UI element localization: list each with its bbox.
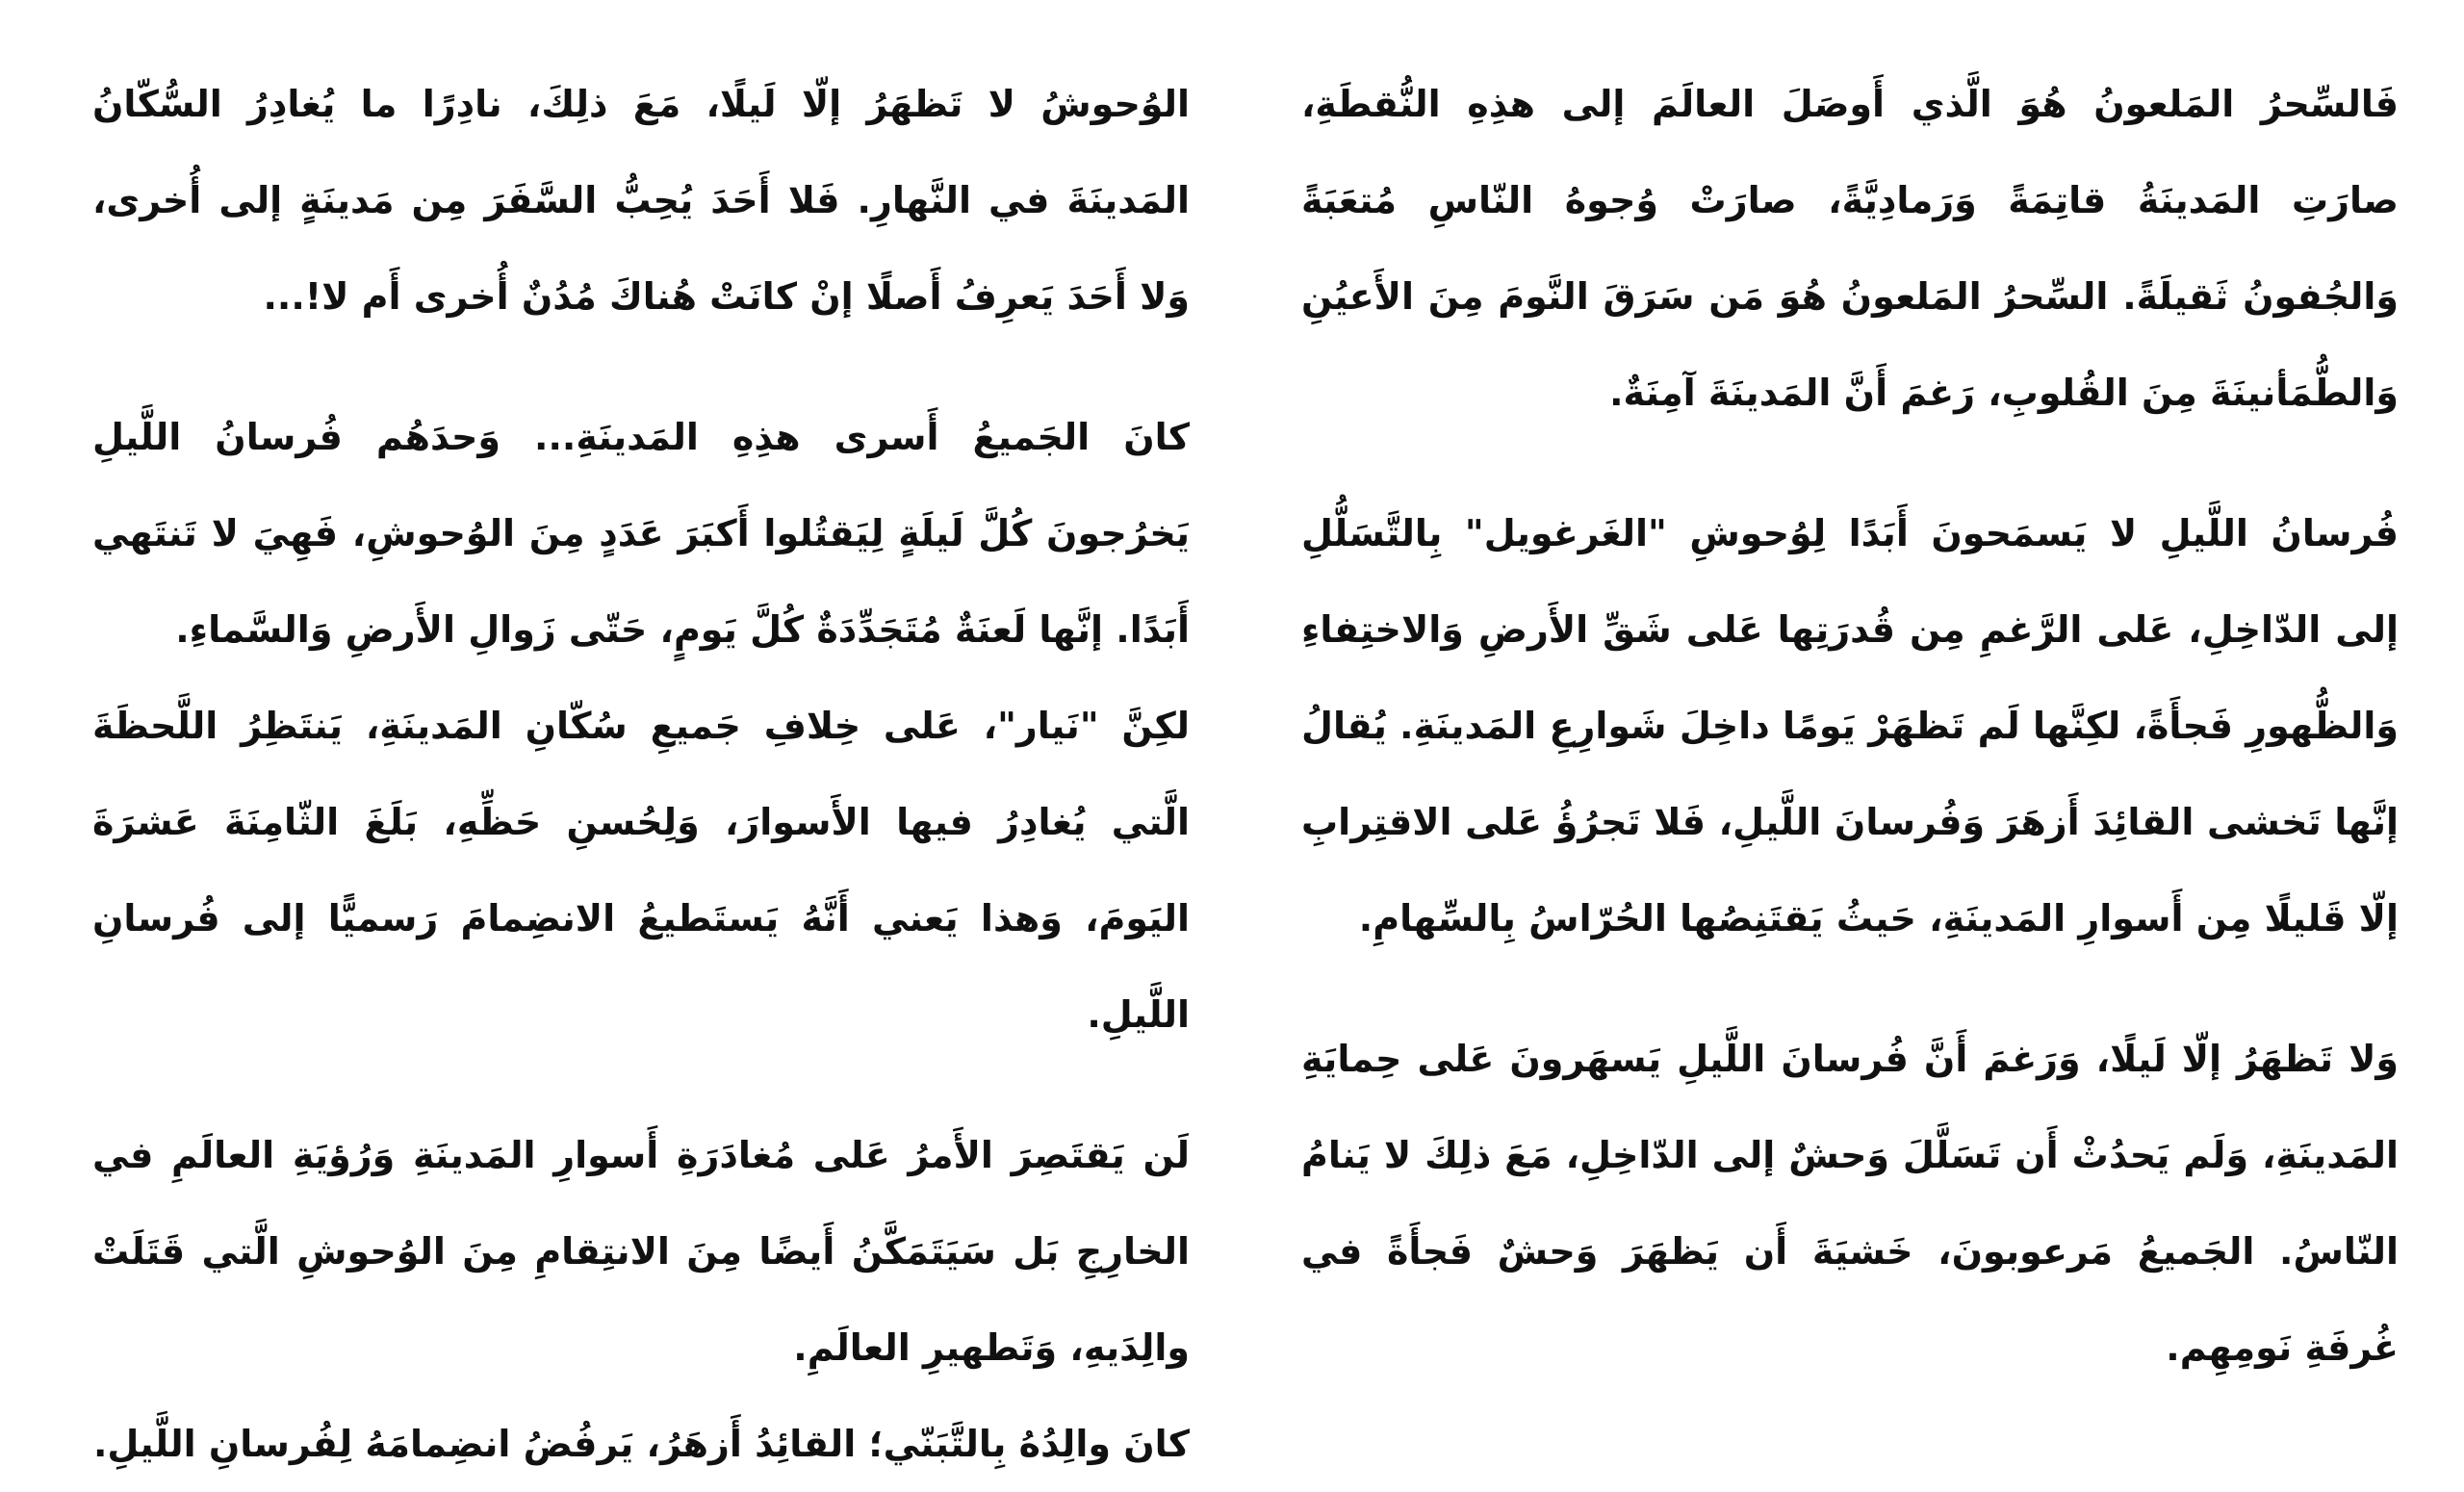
- left-page: [92, 56, 1190, 1492]
- paragraph: كانَ الجَميعُ أَسرى هذِهِ المَدينَةِ... وَحدَهُم فُرسانُ اللَّيلِ يَخرُجونَ كُلَّ لَيلَةٍ لِيَقتُلوا أَكبَرَ عَدَدٍ مِنَ الوُحوشِ، فَهِيَ لا تَنتَهي أَبَدًا. إنَّها لَعنَةٌ مُتَجَدِّدَةٌ كُلَّ يَومٍ، حَتّى زَوالِ الأَرضِ وَالسَّماءِ.: [92, 416, 1190, 651]
- paragraph: كانَ والِدُهُ بِالتَّبَنّي؛ القائِدُ أَزهَرُ، يَرفُضُ انضِمامَهُ لِفُرسانِ اللَّيلِ.: [92, 1423, 1190, 1465]
- paragraph: لكِنَّ "نَيار"، عَلى خِلافِ جَميعِ سُكّانِ المَدينَةِ، يَنتَظِرُ اللَّحظَةَ الَّتي يُغادِرُ فيها الأَسوارَ، وَلِحُسنِ حَظِّهِ، بَلَغَ الثّامِنَةَ عَشرَةَ اليَومَ، وَهذا يَعني أَنَّهُ يَستَطيعُ الانضِمامَ رَسميًّا إلى فُرسانِ اللَّيلِ.: [92, 705, 1190, 1036]
- right-page: [1301, 56, 2399, 1396]
- paragraph: فُرسانُ اللَّيلِ لا يَسمَحونَ أَبَدًا لِوُحوشِ "الغَرغويل" بِالتَّسَلُّلِ إلى الدّاخِلِ، عَلى الرَّغمِ مِن قُدرَتِها عَلى شَقِّ الأَرضِ وَالاختِفاءِ وَالظُّهورِ فَجأَةً، لكِنَّها لَم تَظهَرْ يَومًا داخِلَ شَوارِعِ المَدينَةِ. يُقالُ إنَّها تَخشى القائِدَ أَزهَرَ وَفُرسانَ اللَّيلِ، فَلا تَجرُؤُ عَلى الاقتِرابِ إلّا قَليلًا مِن أَسوارِ المَدينَةِ، حَيثُ يَقتَنِصُها الحُرّاسُ بِالسِّهامِ.: [1301, 512, 2399, 939]
- paragraph: فَالسِّحرُ المَلعونُ هُوَ الَّذي أَوصَلَ العالَمَ إلى هذِهِ النُّقطَةِ، صارَتِ المَدينَةُ قاتِمَةً وَرَمادِيَّةً، صارَتْ وُجوهُ النّاسِ مُتعَبَةً وَالجُفونُ ثَقيلَةً. السِّحرُ المَلعونُ هُوَ مَن سَرَقَ النَّومَ مِنَ الأَعيُنِ وَالطُّمَأنينَةَ مِنَ القُلوبِ، رَغمَ أَنَّ المَدينَةَ آمِنَةٌ.: [1301, 83, 2399, 414]
- paragraph: الوُحوشُ لا تَظهَرُ إلّا لَيلًا، مَعَ ذلِكَ، نادِرًا ما يُغادِرُ السُّكّانُ المَدينَةَ في النَّهارِ. فَلا أَحَدَ يُحِبُّ السَّفَرَ مِن مَدينَةٍ إلى أُخرى، وَلا أَحَدَ يَعرِفُ أَصلًا إنْ كانَتْ هُناكَ مُدُنٌ أُخرى أَم لا!...: [92, 83, 1190, 318]
- paragraph: وَلا تَظهَرُ إلّا لَيلًا، وَرَغمَ أَنَّ فُرسانَ اللَّيلِ يَسهَرونَ عَلى حِمايَةِ المَدينَةِ، وَلَم يَحدُثْ أَن تَسَلَّلَ وَحشٌ إلى الدّاخِلِ، مَعَ ذلِكَ لا يَنامُ النّاسُ. الجَميعُ مَرعوبونَ، خَشيَةَ أَن يَظهَرَ وَحشٌ فَجأَةً في غُرفَةِ نَومِهِم.: [1301, 1038, 2399, 1369]
- paragraph: لَن يَقتَصِرَ الأَمرُ عَلى مُغادَرَةِ أَسوارِ المَدينَةِ وَرُؤيَةِ العالَمِ في الخارِجِ بَل سَيَتَمَكَّنُ أَيضًا مِنَ الانتِقامِ مِنَ الوُحوشِ الَّتي قَتَلَتْ والِدَيهِ، وَتَطهيرِ العالَمِ.: [92, 1134, 1190, 1369]
